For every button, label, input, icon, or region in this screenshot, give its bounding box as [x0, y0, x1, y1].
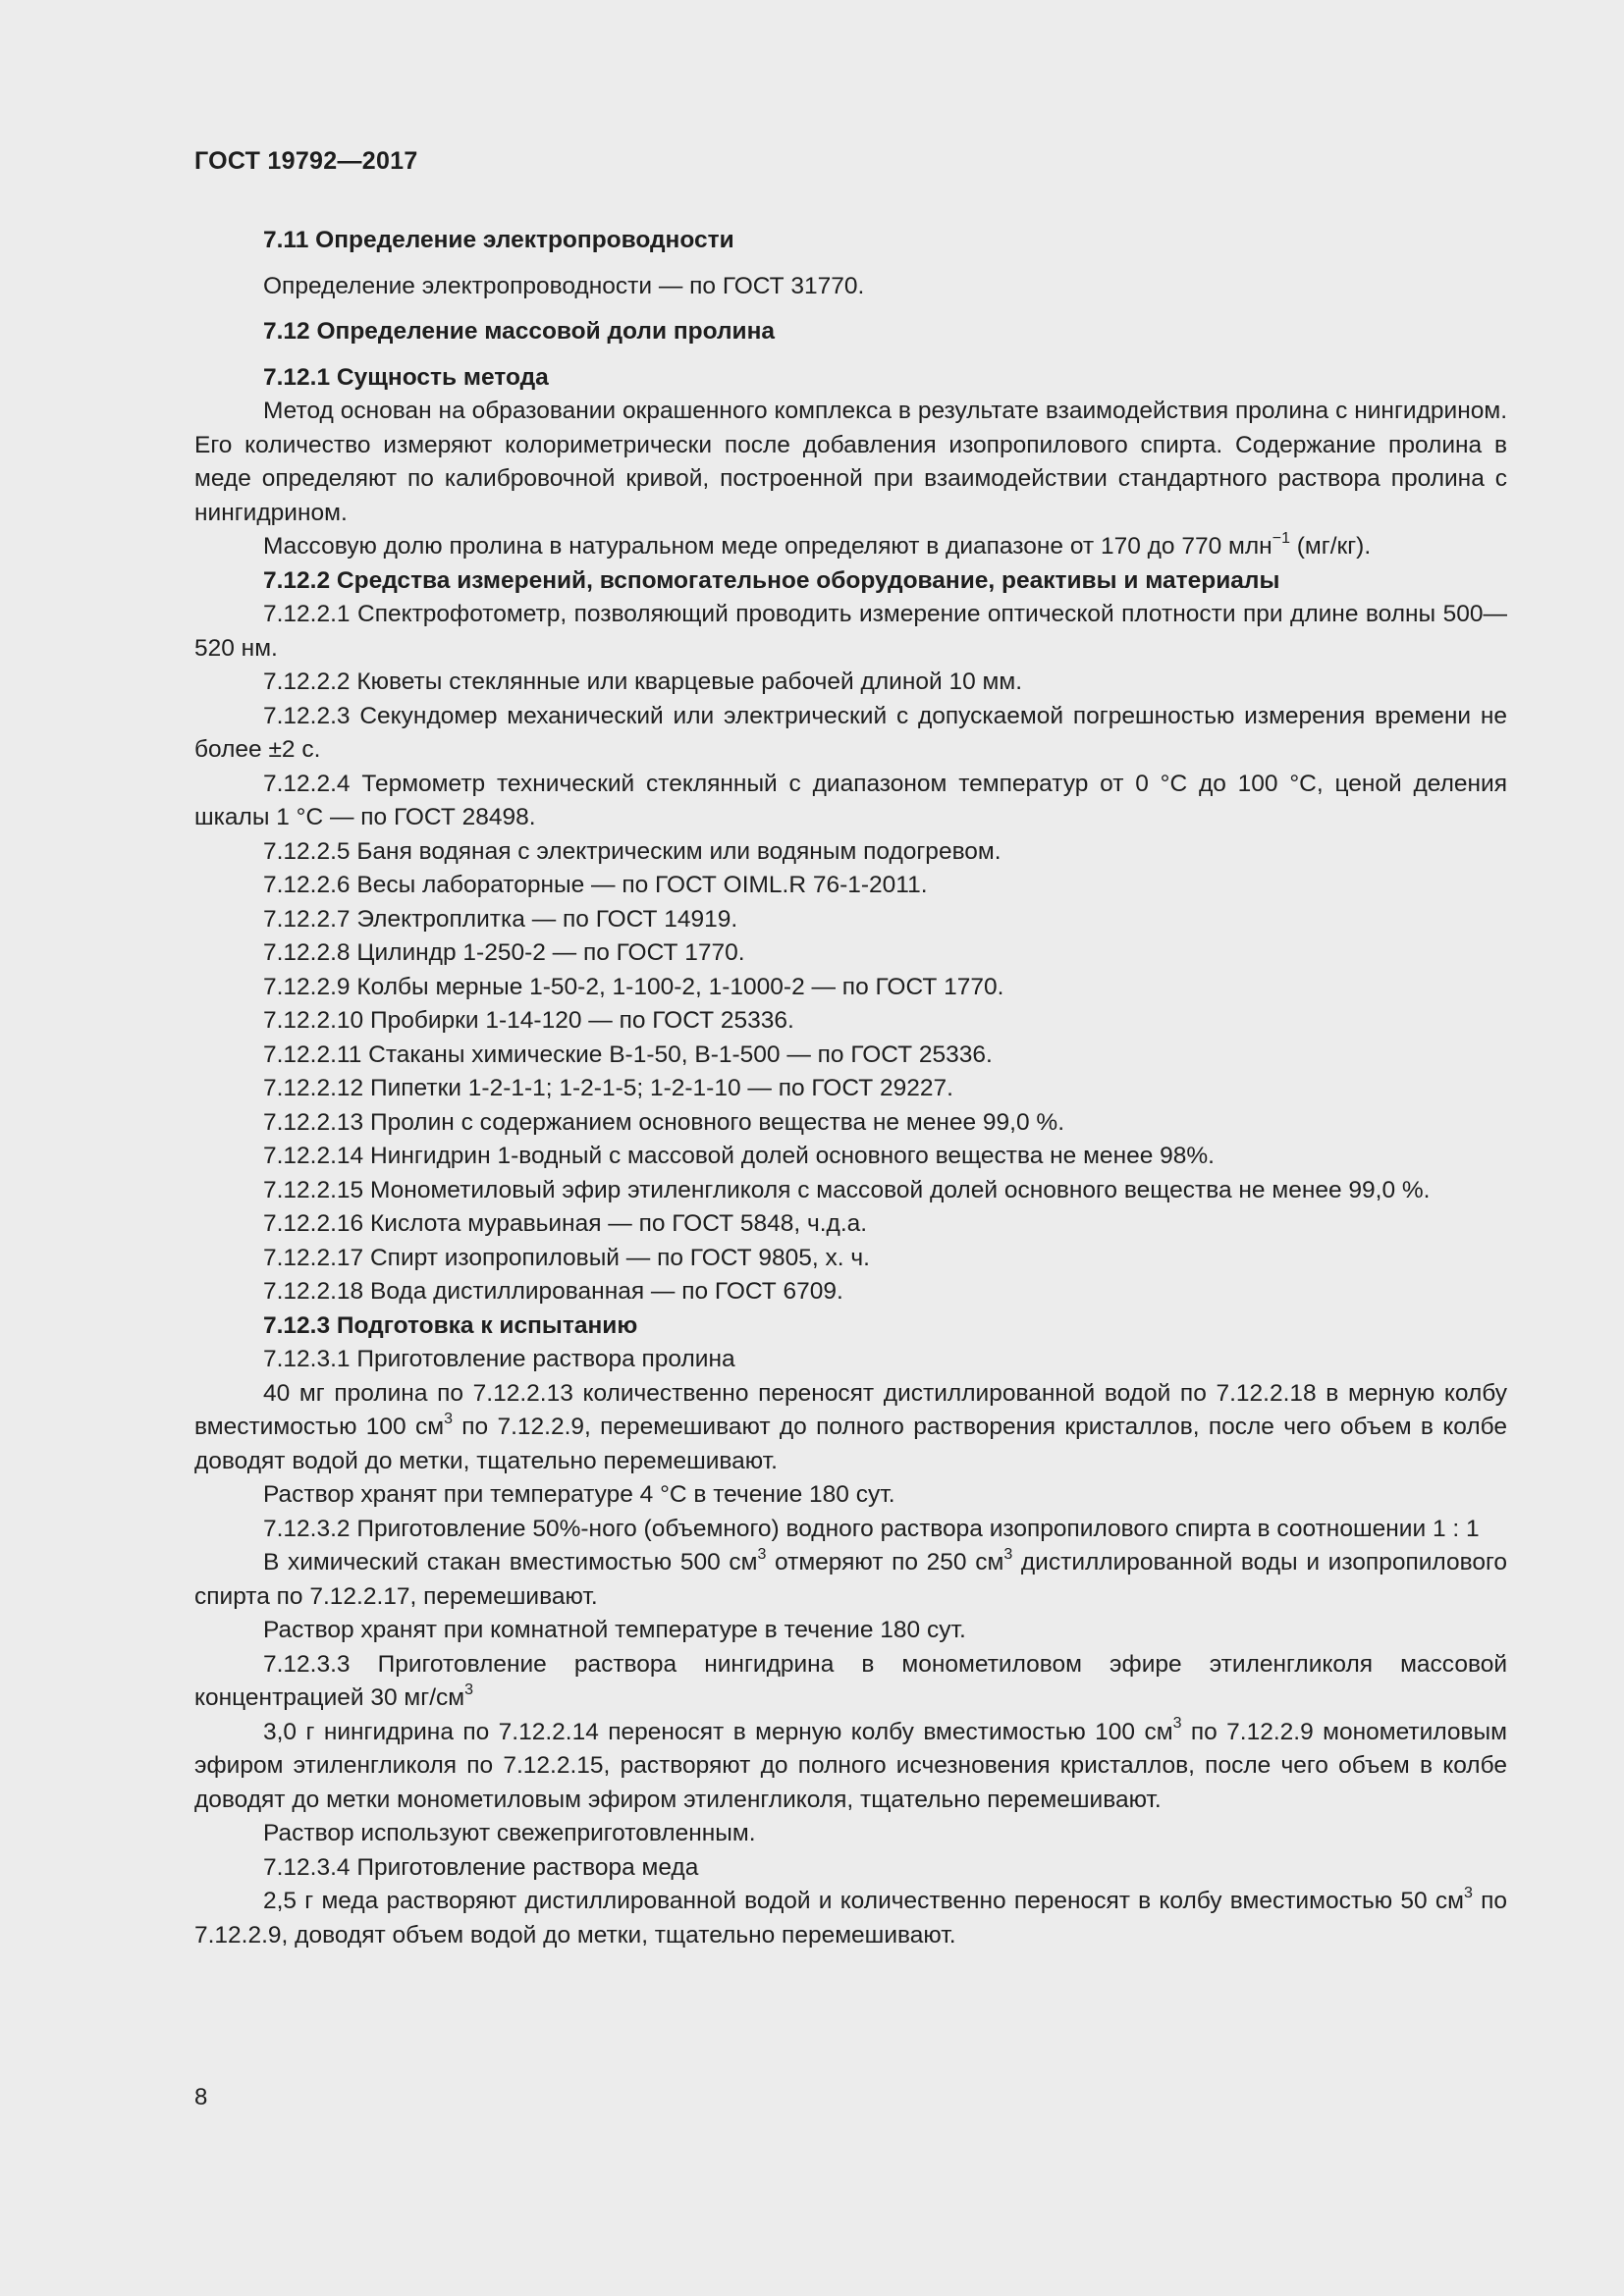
paragraph: 7.12.2.13 Пролин с содержанием основного вещества не менее 99,0 %.	[263, 1108, 1065, 1136]
page-number: 8	[194, 2084, 208, 2110]
paragraph: 7.12.2.6 Весы лабораторные — по ГОСТ OIML.R 76-1-2011.	[263, 872, 928, 898]
paragraph	[194, 1377, 1507, 1479]
paragraph: 7.12.2.1 Спектрофотометр, позволяющий проводить измерение оптической плотности при длине волны 500—520 нм.	[194, 601, 1507, 662]
superscript: −1	[1272, 529, 1290, 547]
paragraph: 7.12.2.7 Электроплитка — по ГОСТ 14919.	[263, 905, 738, 933]
section-heading: 7.12.2 Средства измерений, вспомогательное оборудование, реактивы и материалы	[263, 566, 1280, 594]
paragraph	[194, 1648, 1507, 1716]
superscript: 3	[444, 1410, 453, 1427]
paragraph: 7.12.2.9 Колбы мерные 1-50-2, 1-100-2, 1-1000-2 — по ГОСТ 1770.	[263, 973, 1004, 1000]
section-heading: 7.11 Определение электропроводности	[263, 227, 734, 253]
text-run: дистиллированной воды и изопропилового спирта по 7.12.2.17, перемешивают.	[194, 1549, 1507, 1610]
paragraph	[194, 1546, 1507, 1614]
text-run: Массовую долю пролина в натуральном меде определяют в диапазоне от 170 до 770 млн	[263, 533, 1272, 560]
paragraph: 7.12.3.4 Приготовление раствора меда	[263, 1853, 699, 1881]
paragraph: Раствор хранят при температуре 4 °С в течение 180 сут.	[263, 1481, 895, 1508]
paragraph: 7.12.3.1 Приготовление раствора пролина	[263, 1346, 735, 1372]
text-run: отмеряют по 250 см	[766, 1549, 1004, 1575]
text-run: по 7.12.2.9, доводят объем водой до метки, тщательно перемешивают.	[194, 1888, 1507, 1949]
paragraph	[194, 1716, 1507, 1818]
paragraph: Определение электропроводности — по ГОСТ 31770.	[263, 272, 865, 299]
superscript: 3	[464, 1681, 474, 1698]
paragraph: 7.12.2.2 Кюветы стеклянные или кварцевые рабочей длиной 10 мм.	[263, 668, 1023, 695]
section-heading: 7.12 Определение массовой доли пролина	[263, 318, 775, 345]
paragraph: 7.12.2.16 Кислота муравьиная — по ГОСТ 5848, ч.д.а.	[263, 1210, 868, 1237]
text-run: по 7.12.2.9, перемешивают до полного растворения кристаллов, после чего объем в колбе доводят водой до метки, тщательно перемешивают.	[194, 1414, 1507, 1474]
paragraph: 7.12.2.14 Нингидрин 1-водный с массовой долей основного вещества не менее 98%.	[263, 1143, 1215, 1169]
paragraph: Метод основан на образовании окрашенного комплекса в результате взаимодействия пролина с нингидрином. Его количество измеряют колориметрически после добавления изопропилового спирта. Содержание пролина в меде определяют по калибровочной кривой, построенной при взаимодействии стандартного раствора пролина с нингидрином.	[194, 398, 1507, 526]
text-run: В химический стакан вместимостью 500 см	[263, 1549, 758, 1575]
text-run: 40 мг пролина по 7.12.2.13 количественно переносят дистиллированной водой по 7.12.2.18 в мерную колбу вместимостью 100 см	[194, 1379, 1507, 1440]
superscript: 3	[1463, 1884, 1473, 1901]
paragraph: 7.12.2.18 Вода дистиллированная — по ГОСТ 6709.	[263, 1278, 843, 1305]
section-heading: 7.12.1 Сущность метода	[263, 363, 549, 391]
paragraph	[194, 530, 1507, 564]
paragraph: 7.12.2.17 Спирт изопропиловый — по ГОСТ 9805, х. ч.	[263, 1244, 870, 1271]
text-run: 3,0 г нингидрина по 7.12.2.14 переносят в мерную колбу вместимостью 100 см	[263, 1718, 1173, 1745]
paragraph: 7.12.2.4 Термометр технический стеклянный с диапазоном температур от 0 °С до 100 °С, ценой деления шкалы 1 °С — по ГОСТ 28498.	[194, 770, 1507, 830]
text-run: 2,5 г меда растворяют дистиллированной водой и количественно переносят в колбу вместимостью 50 см	[263, 1888, 1464, 1914]
superscript: 3	[1003, 1545, 1013, 1563]
text-run: по 7.12.2.9 монометиловым эфиром этиленгликоля по 7.12.2.15, растворяют до полного исчезновения кристаллов, после чего объем в колбе доводят до метки монометиловым эфиром этиленгликоля, тщательно перемешивают.	[194, 1718, 1507, 1813]
paragraph: 7.12.2.5 Баня водяная с электрическим или водяным подогревом.	[263, 837, 1001, 865]
paragraph: Раствор хранят при комнатной температуре в течение 180 сут.	[263, 1617, 966, 1643]
paragraph: 7.12.2.3 Секундомер механический или электрический с допускаемой погрешностью измерения времени не более ±2 с.	[194, 702, 1507, 763]
paragraph: Раствор используют свежеприготовленным.	[263, 1820, 756, 1846]
paragraph: 7.12.2.11 Стаканы химические В-1-50, В-1-500 — по ГОСТ 25336.	[263, 1041, 993, 1068]
paragraph: 7.12.2.15 Монометиловый эфир этиленгликоля с массовой долей основного вещества не менее 99,0 %.	[263, 1176, 1431, 1203]
superscript: 3	[1172, 1715, 1182, 1733]
section-heading: 7.12.3 Подготовка к испытанию	[263, 1311, 638, 1339]
paragraph	[194, 1885, 1507, 1952]
paragraph: 7.12.2.8 Цилиндр 1-250-2 — по ГОСТ 1770.	[263, 939, 745, 966]
paragraph: 7.12.2.10 Пробирки 1-14-120 — по ГОСТ 25336.	[263, 1007, 794, 1034]
text-run: 7.12.3.3 Приготовление раствора нингидрина в монометиловом эфире этиленгликоля массовой концентрацией 30 мг/см	[194, 1650, 1507, 1711]
standard-designation: ГОСТ 19792—2017	[194, 147, 418, 175]
document-body	[194, 224, 1507, 1952]
paragraph: 7.12.3.2 Приготовление 50%-ного (объемного) водного раствора изопропилового спирта в соотношении 1 : 1	[263, 1515, 1480, 1542]
paragraph: 7.12.2.12 Пипетки 1-2-1-1; 1-2-1-5; 1-2-1-10 — по ГОСТ 29227.	[263, 1075, 953, 1101]
text-run: (мг/кг).	[1289, 533, 1372, 560]
superscript: 3	[757, 1545, 767, 1563]
